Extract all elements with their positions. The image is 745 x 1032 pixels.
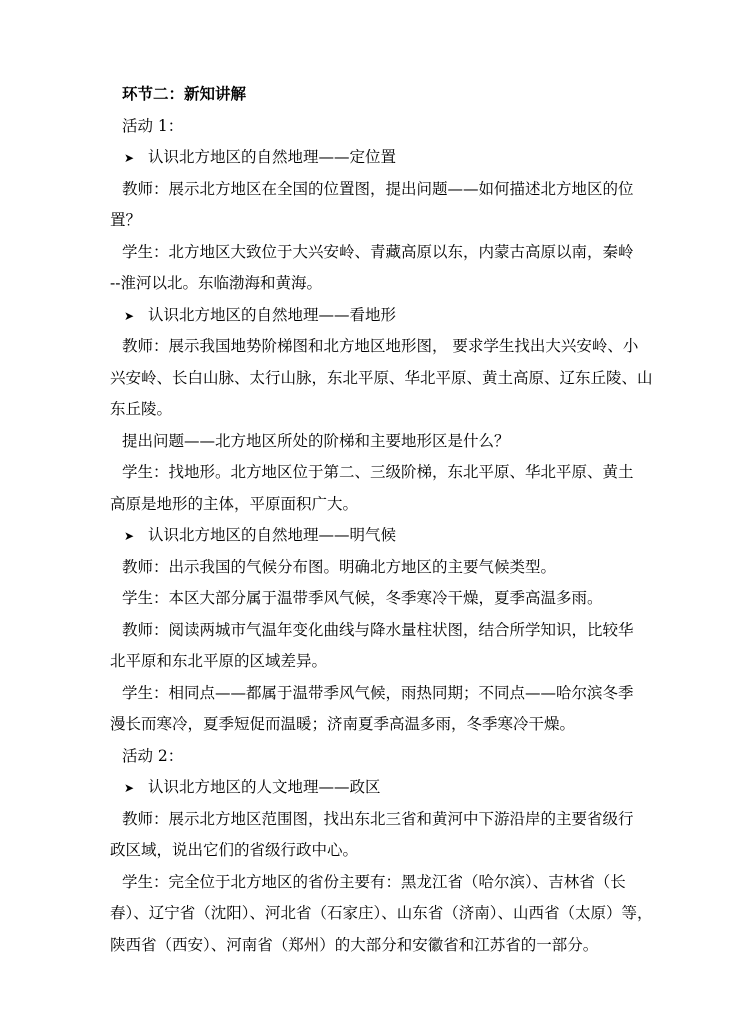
- paragraph-line: 教师：展示北方地区在全国的位置图，提出问题——如何描述北方地区的位: [122, 179, 634, 198]
- paragraph-line: 学生：北方地区大致位于大兴安岭、青藏高原以东，内蒙古高原以南，秦岭: [122, 242, 634, 261]
- bullet-item-location: [122, 142, 662, 174]
- paragraph-line: 学生：找地形。北方地区位于第二、三级阶梯，东北平原、华北平原、黄土: [122, 463, 634, 481]
- paragraph-line: 教师：展示北方地区范围图，找出东北三省和黄河中下游沿岸的主要省级行: [122, 809, 634, 828]
- paragraph-line: 教师：展示我国地势阶梯图和北方地区地形图， 要求学生找出大兴安岭、小: [122, 337, 639, 355]
- paragraph-line: 政区域，说出它们的省级行政中心。: [110, 841, 359, 859]
- activity-1-label: 活动 1：: [122, 116, 184, 135]
- paragraph-line: --淮河以北。东临渤海和黄海。: [110, 274, 322, 292]
- activity-2-label: 活动 2：: [122, 746, 184, 765]
- arrowhead-bullet-icon: ➤: [124, 308, 135, 323]
- bullet-text: 认识北方地区的人文地理——政区: [148, 778, 381, 796]
- paragraph-line: 教师：出示我国的气候分布图。明确北方地区的主要气候类型。: [122, 557, 557, 576]
- bullet-item-climate: [122, 520, 662, 552]
- paragraph-line: 学生：完全位于北方地区的省份主要有：黑龙江省（哈尔滨）、吉林省（长: [122, 872, 626, 891]
- bullet-item-political: [122, 772, 662, 804]
- bullet-text: 认识北方地区的自然地理——定位置: [148, 148, 397, 166]
- paragraph-line: 东丘陵。: [110, 400, 173, 418]
- arrowhead-bullet-icon: ➤: [124, 529, 135, 543]
- paragraph-line: 学生：本区大部分属于温带季风气候，冬季寒冷干燥，夏季高温多雨。: [122, 589, 603, 607]
- bullet-text: 认识北方地区的自然地理——看地形: [148, 305, 397, 324]
- bullet-item-terrain: [122, 300, 662, 332]
- paragraph-line: 学生：相同点——都属于温带季风气候，雨热同期；不同点——哈尔滨冬季: [122, 683, 634, 702]
- paragraph-line: 提出问题——北方地区所处的阶梯和主要地形区是什么？: [122, 431, 510, 450]
- paragraph-line: 兴安岭、长白山脉、太行山脉，东北平原、华北平原、黄土高原、辽东丘陵、山: [110, 368, 653, 387]
- arrowhead-bullet-icon: ➤: [124, 781, 135, 795]
- paragraph-line: 陕西省（西安）、河南省（郑州）的大部分和安徽省和江苏省的一部分。: [110, 935, 599, 954]
- paragraph-line: 北平原和东北平原的区域差异。: [110, 652, 328, 670]
- bullet-text: 认识北方地区的自然地理——明气候: [148, 526, 397, 544]
- paragraph-line: 漫长而寒冷，夏季短促而温暖；济南夏季高温多雨，冬季寒冷干燥。: [110, 715, 576, 733]
- section-title: 环节二：新知讲解: [122, 85, 247, 103]
- paragraph-line: 高原是地形的主体，平原面积广大。: [110, 494, 359, 513]
- arrowhead-bullet-icon: ➤: [124, 151, 135, 165]
- paragraph-line: 春）、辽宁省（沈阳）、河北省（石家庄）、山东省（济南）、山西省（太原）等，: [110, 904, 653, 922]
- paragraph-line: 教师：阅读两城市气温年变化曲线与降水量柱状图，结合所学知识，比较华: [122, 620, 634, 639]
- document-body: [110, 79, 662, 961]
- paragraph-line: 置？: [110, 211, 142, 229]
